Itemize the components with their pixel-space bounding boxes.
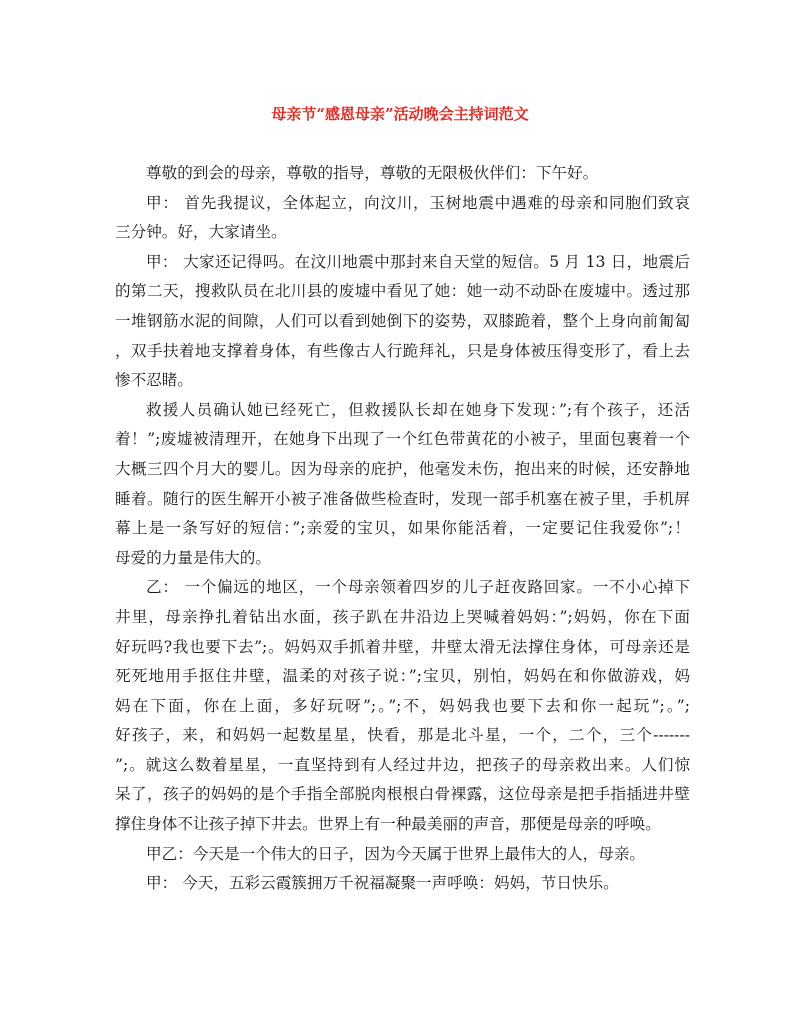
text-line: 乙： 一个偏远的地区，一个母亲领着四岁的儿子赶夜路回家。一不小心掉下 xyxy=(146,578,690,597)
text-line: 三分钟。好，大家请坐。 xyxy=(115,223,287,242)
text-line: 甲乙：今天是一个伟大的日子，因为今天属于世界上最伟大的人，母亲。 xyxy=(146,844,646,863)
text-line: 着！”;废墟被清理开，在她身下出现了一个红色带黄花的小被子，里面包裹着一个 xyxy=(115,430,690,449)
text-line: 撑住身体不让孩子掉下井去。世界上有一种最美丽的声音，那便是母亲的呼唤。 xyxy=(115,815,661,834)
text-line: 大概三四个月大的婴儿。因为母亲的庇护，他毫发未伤，抱出来的时候，还安静地 xyxy=(115,459,690,478)
text-line: 尊敬的到会的母亲，尊敬的指导，尊敬的无限极伙伴们：下午好。 xyxy=(146,164,599,182)
text-line: 救援人员确认她已经死亡，但救援队长却在她身下发现：”;有个孩子，还活 xyxy=(146,400,690,419)
text-line: 呆了，孩子的妈妈的是个手指全部脱肉根根白骨裸露，这位母亲是把手指插进井壁 xyxy=(115,785,690,804)
text-line: 睡着。随行的医生解开小被子准备做些检查时，发现一部手机塞在被子里，手机屏 xyxy=(115,489,690,508)
text-line: ，双手扶着地支撑着身体，有些像古人行跪拜礼，只是身体被压得变形了，看上去 xyxy=(115,341,690,360)
text-line: 井里，母亲挣扎着钻出水面，孩子趴在井沿边上哭喊着妈妈：”;妈妈，你在下面 xyxy=(115,607,690,626)
document-body xyxy=(115,159,690,899)
text-line: 一堆钢筋水泥的间隙，人们可以看到她倒下的姿势，双膝跪着，整个上身向前匍匐 xyxy=(115,311,690,330)
text-line: 的第二天，搜救队员在北川县的废墟中看见了她：她一动不动卧在废墟中。透过那 xyxy=(115,282,690,301)
text-line: 惨不忍睹。 xyxy=(115,371,193,390)
text-line: 甲： 首先我提议，全体起立，向汶川，玉树地震中遇难的母亲和同胞们致哀 xyxy=(146,193,690,212)
text-line: 甲： 今天，五彩云霞簇拥万千祝福凝聚一声呼唤：妈妈，节日快乐。 xyxy=(146,874,619,893)
text-line: ”;。就这么数着星星，一直坚持到有人经过井边，把孩子的母亲救出来。人们惊 xyxy=(115,755,690,774)
document-title: 母亲节“感恩母亲”活动晚会主持词范文 xyxy=(271,105,529,123)
text-line: 好玩吗?我也要下去”;。妈妈双手抓着井壁，井壁太滑无法撑住身体，可母亲还是 xyxy=(115,637,690,656)
text-line: 甲： 大家还记得吗。在汶川地震中那封来自天堂的短信。5 月 13 日，地震后 xyxy=(146,252,690,271)
text-line: 好孩子，来，和妈妈一起数星星，快看，那是北斗星，一个，二个，三个------- xyxy=(115,726,690,745)
text-line: 妈在下面，你在上面，多好玩呀”;。”;不，妈妈我也要下去和你一起玩”;。”; xyxy=(115,696,690,715)
text-line: 幕上是一条写好的短信：”;亲爱的宝贝，如果你能活着，一定要记住我爱你”;！ xyxy=(115,519,690,538)
text-line: 死死地用手抠住井壁，温柔的对孩子说：”;宝贝，别怕，妈妈在和你做游戏，妈 xyxy=(115,667,690,686)
text-line: 母爱的力量是伟大的。 xyxy=(115,548,271,567)
